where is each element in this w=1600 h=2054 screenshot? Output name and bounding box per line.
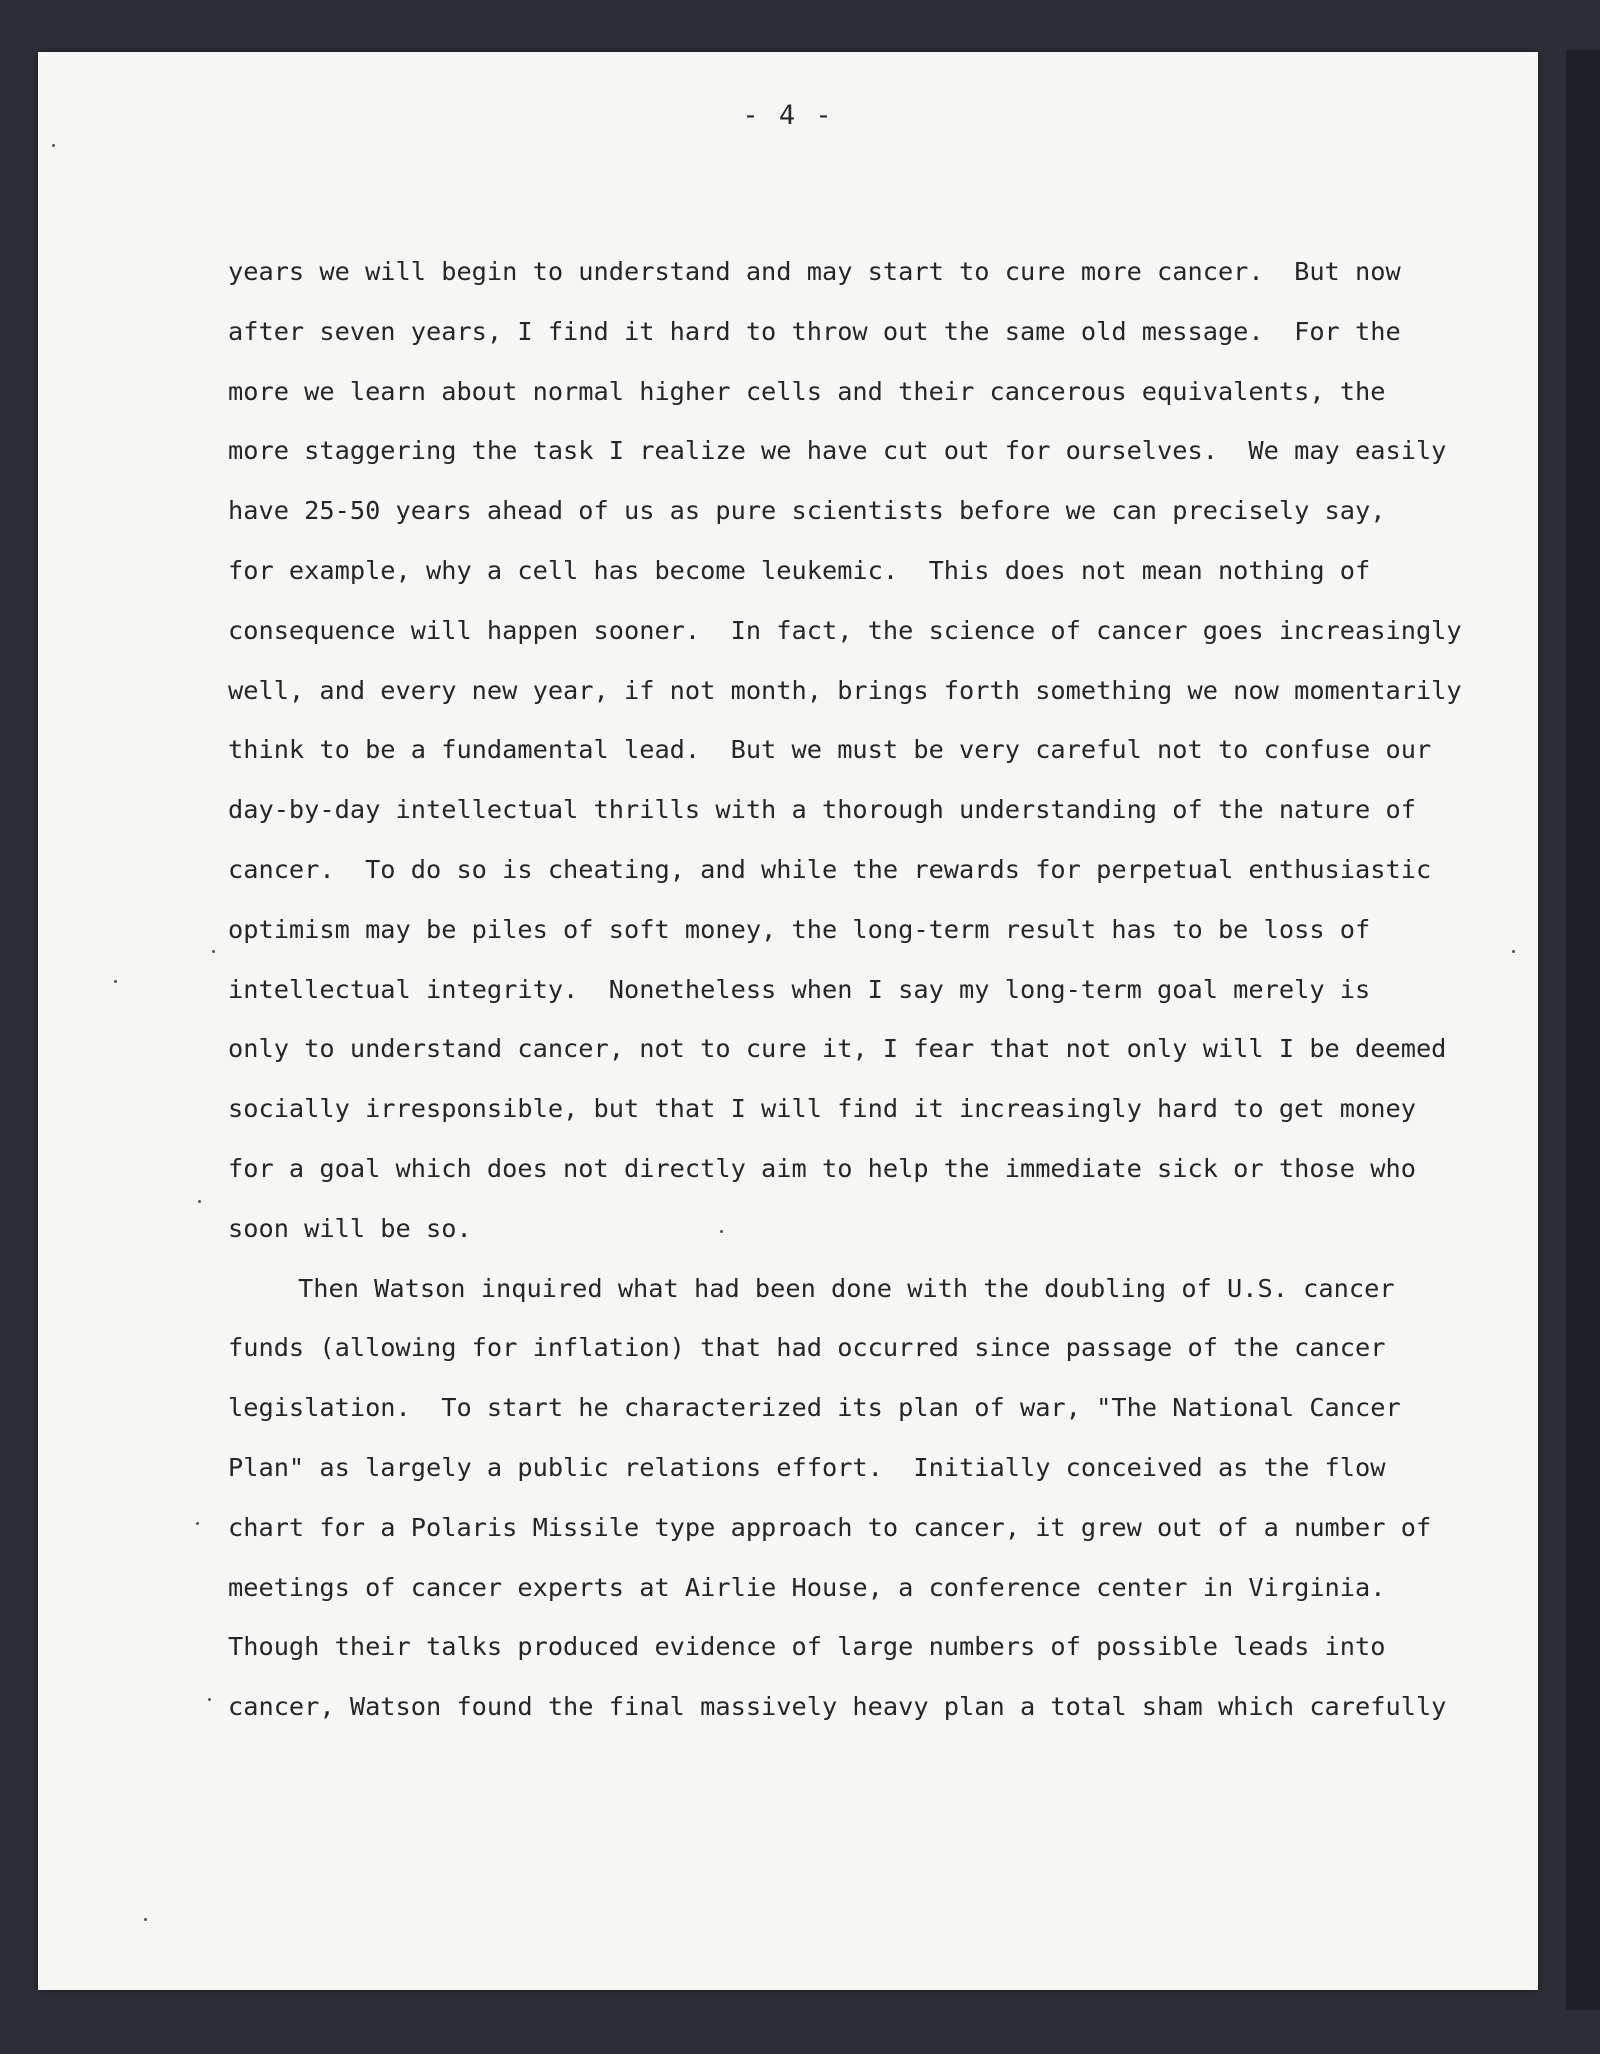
text-line: Though their talks produced evidence of large numbers of possible leads into (228, 1632, 1386, 1662)
text-line: cancer, Watson found the final massively heavy plan a total sham which carefully (228, 1692, 1447, 1722)
text-line: chart for a Polaris Missile type approach to cancer, it grew out of a number of (228, 1512, 1432, 1542)
text-line: think to be a fundamental lead. But we must be very careful not to confuse our (228, 735, 1432, 765)
paper-speck (1512, 950, 1515, 953)
text-line: soon will be so. (228, 1213, 472, 1243)
document-page (38, 52, 1538, 1990)
text-line: consequence will happen sooner. In fact, the science of cancer goes increasingly (228, 615, 1462, 645)
text-line: funds (allowing for inflation) that had occurred since passage of the cancer (228, 1333, 1386, 1363)
text-line: legislation. To start he characterized its plan of war, "The National Cancer (228, 1393, 1401, 1423)
body-text (228, 242, 1488, 1737)
text-line: for a goal which does not directly aim to help the immediate sick or those who (228, 1153, 1416, 1183)
text-line: after seven years, I find it hard to throw out the same old message. For the (228, 316, 1401, 346)
text-line: for example, why a cell has become leukemic. This does not mean nothing of (228, 555, 1371, 585)
text-line: have 25-50 years ahead of us as pure scientists before we can precisely say, (228, 496, 1386, 526)
text-line: intellectual integrity. Nonetheless when I say my long-term goal merely is (228, 974, 1371, 1004)
paper-speck (212, 950, 215, 953)
text-line: meetings of cancer experts at Airlie House, a conference center in Virginia. (228, 1572, 1386, 1602)
paper-speck (720, 1230, 723, 1233)
paper-speck (52, 144, 55, 147)
paragraph-start-line: Then Watson inquired what had been done with the doubling of U.S. cancer (298, 1273, 1395, 1303)
text-line: Plan" as largely a public relations effort. Initially conceived as the flow (228, 1452, 1386, 1482)
text-line: years we will begin to understand and may start to cure more cancer. But now (228, 257, 1401, 286)
text-line: more staggering the task I realize we have cut out for ourselves. We may easily (228, 436, 1447, 466)
paper-speck (114, 980, 117, 983)
text-line: only to understand cancer, not to cure it, I fear that not only will I be deemed (228, 1034, 1447, 1064)
text-line: day-by-day intellectual thrills with a thorough understanding of the nature of (228, 795, 1416, 825)
text-line: well, and every new year, if not month, brings forth something we now momentarily (228, 675, 1462, 705)
paper-speck (208, 1698, 211, 1701)
paper-speck (196, 1522, 199, 1525)
text-line: optimism may be piles of soft money, the long-term result has to be loss of (228, 914, 1371, 944)
paper-speck (198, 1200, 201, 1203)
text-line: cancer. To do so is cheating, and while the rewards for perpetual enthusiastic (228, 854, 1432, 884)
text-line: more we learn about normal higher cells and their cancerous equivalents, the (228, 376, 1386, 406)
paper-speck (144, 1918, 147, 1921)
backdrop-strip (1566, 50, 1600, 2010)
page-number: - 4 - (742, 100, 834, 131)
text-line: socially irresponsible, but that I will find it increasingly hard to get money (228, 1094, 1416, 1124)
